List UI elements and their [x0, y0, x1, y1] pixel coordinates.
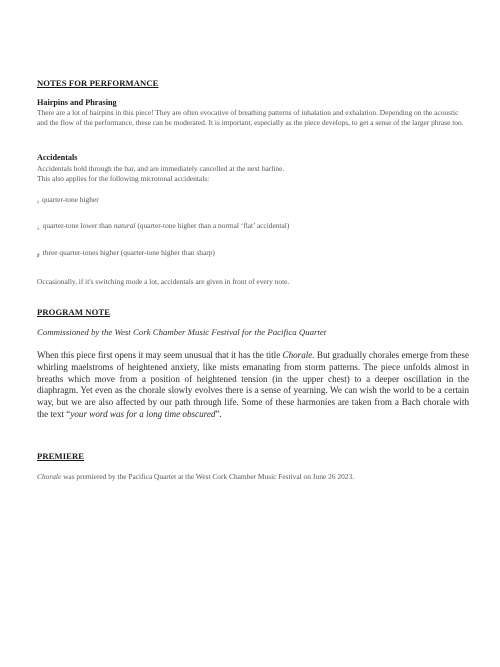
premiere-text-body: was premiered by the Pacifica Quartet at the West Cork Chamber Music Festival on June 26 2023.: [61, 472, 355, 481]
accidental-item-text: three quarter-tones higher (quarter-tone higher than sharp): [42, 248, 215, 257]
commission-note: Commissioned by the West Cork Chamber Music Festival for the Pacifica Quartet: [37, 327, 327, 337]
program-text-part3: ”.: [215, 408, 222, 419]
accidentals-line2: This also applies for the following microtonal accidentals:: [37, 174, 210, 183]
accidental-item: [37, 221, 289, 232]
accidental-item: [37, 248, 215, 259]
accidental-item-text-after: (quarter-tone higher than a normal ‘flat’ accidental): [135, 221, 290, 230]
quarter-flat-icon: ♭: [37, 226, 40, 232]
program-quote-italic: your word was for a long time obscured: [70, 408, 216, 419]
premiere-heading: PREMIERE: [37, 451, 85, 461]
program-heading: PROGRAM NOTE: [37, 307, 111, 317]
program-text: [37, 350, 469, 421]
program-title-italic: Chorale.: [282, 350, 315, 360]
notes-heading: NOTES FOR PERFORMANCE: [37, 78, 159, 88]
accidentals-note: Occasionally, if it's switching mode a lot, accidentals are given in front of every note.: [37, 277, 290, 286]
program-text-part1: When this piece first opens it may seem unusual that it has the title: [37, 350, 283, 360]
accidental-item-italic: natural: [113, 221, 136, 230]
accidental-item-text: quarter-tone higher: [42, 195, 99, 204]
hairpins-title: Hairpins and Phrasing: [37, 98, 117, 107]
quarter-sharp-icon: ♮: [37, 200, 39, 206]
premiere-text: [37, 472, 354, 481]
accidental-item-text: quarter-tone lower than: [42, 221, 114, 230]
hairpins-text: There are a lot of hairpins in this piece! They are often evocative of breathing patterns of inhalation and exhalation. Depending on the acoustic and the flow of the performance, these can be moderated. It is important, especially as the piece develops, to get a sense of the larger phrase too.: [37, 108, 464, 127]
premiere-title-italic: Chorale: [37, 472, 62, 481]
program-text-part2: But gradually chorales emerge from these whirling maelstroms of heightened anxiety, like mists emanating from storm patterns. The piece unfolds almost in breaths which move from a position of heightened tension (in the upper chest) to a deeper oscillation in the diaphragm. Yet even as the chorale slowly evolves there is a sense of yearning. We can wish the world to be a certain way, but we are also affected by our path through life. Some of these harmonies are taken from a Bach chorale with the text “: [37, 350, 469, 419]
accidental-item: [37, 195, 99, 206]
three-quarter-sharp-icon: ♯: [37, 253, 40, 259]
accidentals-title: Accidentals: [37, 153, 78, 162]
accidentals-line1: Accidentals hold through the bar, and are immediately cancelled at the next barline.: [37, 164, 285, 173]
